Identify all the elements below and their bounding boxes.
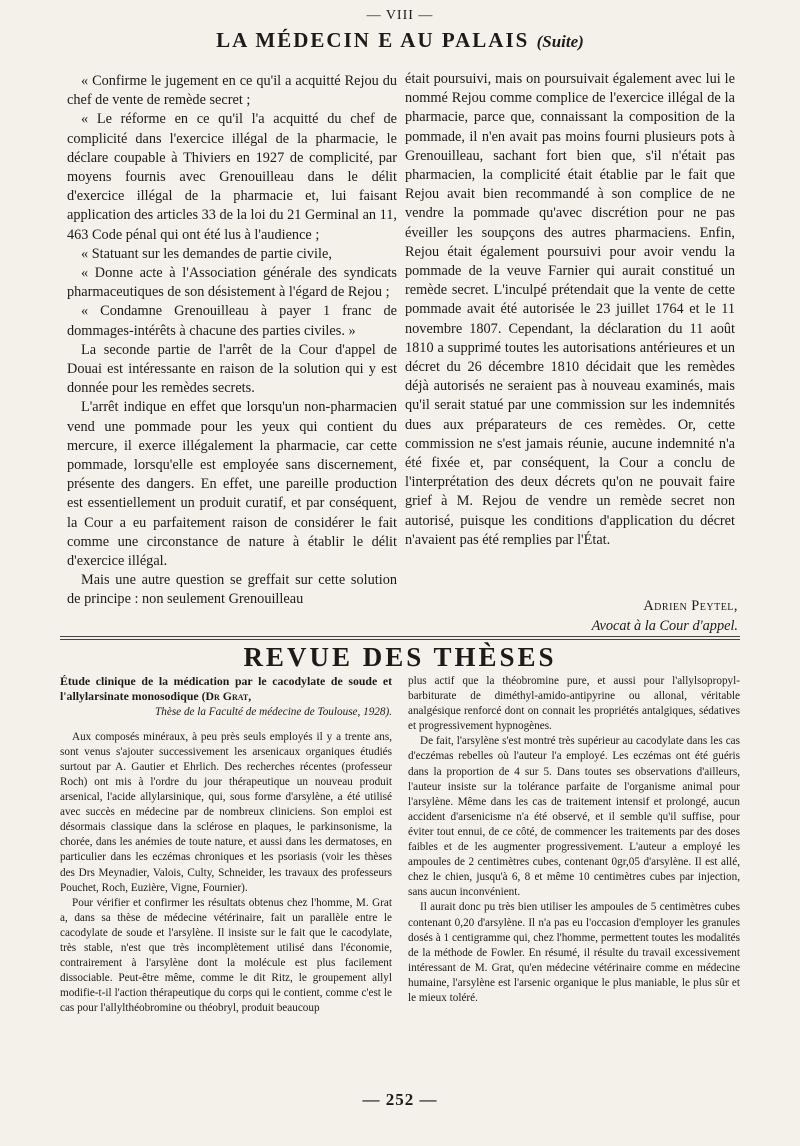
revue-left-column — [60, 674, 392, 1016]
paragraph: De fait, l'arsylène s'est montré très supérieur au cacodylate dans les cas d'eczémas rebelles où l'auteur l'a employé. Les eczémas ont été guéris dans la proportion de 4 sur 5. Dans toutes ses observations d'ailleurs, l'auteur insiste sur la tolérance parfaite de l'organisme animal pour l'arsylène. Même dans les cas de traitement intensif et prolongé, aucun accident d'arsenicisme n'a été observé, et il semble qu'il suffise, pour éviter tout ennui, de ce côté, de commencer les traitements par des doses faibles et de les augmenter progressivement. L'auteur a employé les ampoules de 2 centimètres cubes, contenant 0gr,05 d'arsylène. Il est allé, chez le chien, jusqu'à 6, 8 et même 10 centimètres cubes par injection, sans aucun inconvénient. — [408, 735, 740, 899]
left-column — [67, 72, 397, 610]
signature-role: Avocat à la Cour d'appel. — [591, 618, 738, 634]
paragraph: plus actif que la théobromine pure, et aussi pour l'allylsopropyl-barbiturate de diméthyl-amido-antipyrine ou allonal, véritable analgésique renforcé dont on connait les propriétés antalgiques, sédatives et progressivement hypnogènes. — [408, 675, 740, 733]
thesis-title: Étude clinique de la médication par le cacodylate de soude et l'allylarsinate monosodique — [60, 674, 392, 703]
thesis-heading — [60, 674, 392, 704]
paragraph: Aux composés minéraux, à peu près seuls employés il y a trente ans, sont venus s'ajouter successivement les arsenicaux organiques étudiés surtout par A. Gautier et Ehrlich. Des recherches récentes (professeur Roch) ont mis à l'ordre du jour thérapeutique un nouveau produit arsenical, l'acide allylarsinique, qui, sous forme d'arsylène, a été utilisé avec succès en médecine par de nombreux cliniciens. Son emploi est désormais classique dans la sclérose en plaques, le parkinsonisme, la chorée, dans les anémies de toute nature, et aussi dans les dermatoses, en particulier dans les eczémas chroniques et les psoriasis (voir les thèses des Drs Meynadier, Valois, Culty, Schneider, les travaux des professeurs Pouchet, Roch, Euzière, Vigne, Fournier). — [60, 730, 392, 894]
signature-name: Adrien Peytel, — [643, 598, 738, 614]
paragraph: Mais une autre question se greffait sur cette solution de principe : non seulement Grenouilleau — [67, 572, 397, 608]
revue-title: REVUE DES THÈSES — [243, 642, 557, 672]
page-number: — 252 — — [362, 1090, 438, 1109]
paragraph: L'arrêt indique en effet que lorsqu'un non-pharmacien vend une pommade pour les yeux qui contient du mercure, il exerce illégalement la pharmacie, car cette pommade, lorsqu'elle est employée sans discernement, présente des dangers. En effet, une pareille production est essentiellement un produit curatif, et par conséquent, la Cour a eu parfaitement raison de considérer le fait comme une circonstance de nature à établir le délit d'exercice illégal. — [67, 399, 397, 570]
page-number-roman: — VIII — — [366, 8, 434, 23]
paragraph: « Confirme le jugement en ce qu'il a acquitté Rejou du chef de vente de remède secret ; — [67, 73, 397, 109]
revue-right-column — [408, 674, 740, 1006]
signature — [592, 596, 738, 636]
section-title-suite: (Suite) — [536, 32, 584, 51]
paragraph: Pour vérifier et confirmer les résultats obtenus chez l'homme, M. Grat a, dans sa thèse de médecine vétérinaire, fait un parallèle entre le cacodylate de soude et l'arsylène. Il insiste sur le fait que le cacodylate, très stable, n'est que très incomplètement utilisé dans l'économie, contrairement à l'arsylène dont la molécule est plus facilement dissociable. Peut-être même, comme le dit Ritz, le groupement allyl modifie-t-il l'action thérapeutique du corps qui le contient, comme c'est le cas pour l'allylthéobromine ou théobryl, produit beaucoup — [60, 896, 392, 1015]
right-column — [405, 70, 735, 550]
paragraph: « Statuant sur les demandes de partie civile, — [81, 245, 332, 262]
thesis-source: Thèse de la Faculté de médecine de Toulouse, 1928). — [155, 705, 392, 718]
paragraph: Il aurait donc pu très bien utiliser les ampoules de 5 centimètres cubes contenant 0,20 d'arsylène. Il n'a pas eu l'occasion d'employer les granules dosés à 1 centigramme qui, chez l'homme, permettent toutes les modalités de la méthode de Fowler. En résumé, il résulte du travail excessivement intéressant de M. Grat, qu'en médecine vétérinaire comme en médecine humaine, l'arsylène est l'arsenic organique le plus maniable, le plus sûr et le mieux toléré. — [408, 901, 740, 1004]
paragraph: était poursuivi, mais on poursuivait également avec lui le nommé Rejou comme complice de l'exercice illégal de la pharmacie, parce que, connaissant la composition de la pommade, il n'en avait pas moins fourni plusieurs pots à Grenouilleau, sachant fort bien que, s'il n'était pas pharmacien, la complicité était établie par le fait que Rejou avait bien recommandé à son complice de ne vendre la pommade qu'avec discrétion pour ne pas éveiller les soupçons des autres pharmaciens. Enfin, Rejou était également poursuivi pour avoir vendu la pommade de la veuve Farnier qui aurait constitué un remède secret. L'inculpé prétendait que la vente de cette pommade avait été autorisée le 23 juillet 1764 et le 11 novembre 1807. Cependant, la déclaration du 11 août 1810 a supprimé toutes les autorisations antérieures et un décret du 26 décembre 1810 décidait que les remèdes déjà autorisés ne seraient pas à nouveau examinés, mais qu'il serait statué par une commission sur les indemnités dues aux préparateurs de ces remèdes. Or, cette commission ne s'est jamais réunie, aucune indemnité n'a été fixée et, par conséquent, la Cour a conclu de l'interprétation des deux décrets qu'on ne pouvait faire grief à M. Rejou de vendre un remède secret non autorisé, puisque les conditions d'application du décret n'avaient pas été remplies par l'État. — [405, 71, 735, 548]
paragraph: La seconde partie de l'arrêt de la Cour d'appel de Douai est intéressante en raison de la solution qui y est donnée pour les remèdes secrets. — [67, 341, 397, 397]
paragraph: « Donne acte à l'Association générale des syndicats pharmaceutiques de son désistement à l'égard de Rejou ; — [67, 265, 397, 301]
paragraph: « Condamne Grenouilleau à payer 1 franc de dommages-intérêts à chacune des parties civiles. » — [67, 303, 397, 339]
divider-rule — [60, 636, 740, 640]
paragraph: « Le réforme en ce qu'il l'a acquitté du chef de complicité dans l'exercice illégal de la pharmacie, le déclare coupable à Thiviers en 1927 de complicité, par moyens fournis avec Grenouilleau dans le délit d'exercice illégal de la pharmacie et, lui faisant application des articles 33 de la loi du 21 Germinal an 11, 463 Code pénal qui ont été lus à l'audience ; — [67, 111, 397, 243]
section-title-text: LA MÉDECIN E AU PALAIS — [216, 28, 530, 52]
section-title — [0, 28, 800, 53]
thesis-author: (Dr Grat, — [201, 688, 252, 703]
